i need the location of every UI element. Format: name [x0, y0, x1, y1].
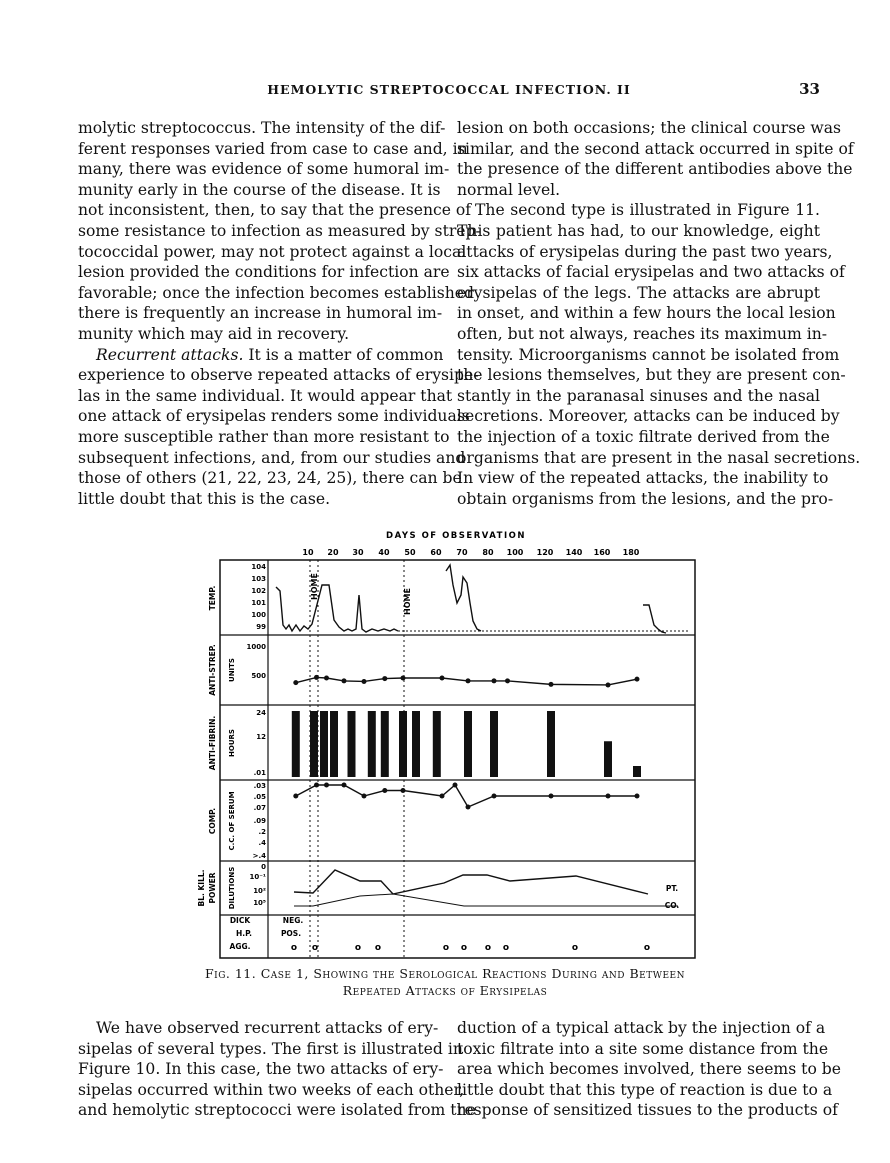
agg-mark: o: [442, 943, 450, 953]
text-line: molytic streptococcus. The intensity of the dif-: [78, 119, 446, 137]
agg-mark: o: [643, 943, 651, 953]
caption-line-1: Fig. 11. Case 1, Showing the Serological Reactions During and Between: [204, 966, 686, 981]
text-line: favorable; once the infection becomes established: [78, 283, 474, 302]
text-line: stantly in the paranasal sinuses and the nasal: [457, 386, 820, 405]
anti-strep-units-label: UNITS: [228, 658, 236, 682]
y-tick-labels: [247, 563, 267, 907]
text-line: six attacks of facial erysipelas and two attacks of: [457, 263, 845, 282]
complement-series-line: [296, 785, 637, 807]
x-tick-label: 20: [327, 548, 339, 557]
text-line: tensity. Microorganisms cannot be isolated from: [457, 345, 840, 364]
y-tick-label: 99: [256, 623, 266, 631]
text-line: munity which may aid in recovery.: [78, 324, 350, 343]
y-tick-label: .07: [253, 804, 266, 812]
agg-mark: o: [290, 943, 298, 953]
anti-fibrin-bar: [368, 711, 376, 777]
anti-fibrin-bar: [433, 711, 441, 777]
y-tick-label: 103: [251, 575, 266, 583]
anti-fibrin-bar: [348, 711, 356, 777]
text-line: similar, and the second attack occurred in spite of: [457, 139, 854, 158]
bl-kill-units-label: DILUTIONS: [228, 866, 236, 910]
anti-strep-point: [342, 678, 347, 683]
figure-caption: [150, 965, 740, 999]
agg-mark: o: [354, 943, 362, 953]
text-line: those of others (21, 22, 23, 24, 25), there can be: [78, 469, 462, 488]
text-line: sipelas occurred within two weeks of each other,: [78, 1080, 465, 1099]
text-line: sipelas of several types. The first is illustrated in: [78, 1039, 463, 1058]
bl-kill-label-1: BL. KILL.: [197, 869, 206, 907]
agg-mark: o: [460, 943, 468, 953]
y-tick-label: .4: [258, 839, 266, 847]
y-tick-label: 10⁻¹: [249, 873, 266, 881]
anti-strep-point: [606, 682, 611, 687]
text-line: attacks of erysipelas during the past two years,: [457, 242, 833, 261]
home-label-2: HOME: [403, 588, 412, 615]
bl-kill-label-2: POWER: [208, 872, 217, 904]
anti-strep-point: [549, 682, 554, 687]
anti-strep-point: [293, 680, 298, 685]
x-tick-label: 70: [456, 548, 468, 557]
days-of-observation-label: DAYS OF OBSERVATION: [386, 531, 526, 541]
y-tick-label: 24: [256, 709, 266, 717]
text-line: the presence of the different antibodies above the: [457, 160, 853, 179]
anti-fibrin-bar: [320, 711, 328, 777]
text-line: more susceptible rather than more resistant to: [78, 427, 450, 446]
anti-strep-point: [314, 675, 319, 680]
text-line: often, but not always, reaches its maximum in-: [457, 324, 828, 343]
text-line: not inconsistent, then, to say that the presence of: [78, 201, 472, 220]
home-label-1: HOME: [310, 573, 319, 600]
y-tick-label: 102: [251, 587, 266, 595]
anti-strep-point: [401, 676, 406, 681]
temp-curve-2: [446, 565, 481, 631]
text-line: duction of a typical attack by the injection of a: [457, 1019, 826, 1037]
neg-label: NEG.: [282, 916, 304, 925]
anti-fibrin-bar: [604, 741, 612, 777]
agg-mark: o: [571, 943, 579, 953]
y-tick-label: 500: [251, 672, 266, 680]
agg-mark: o: [311, 943, 319, 953]
dick-label-2: H.P.: [235, 929, 253, 938]
agg-mark: o: [502, 943, 510, 953]
text-line: subsequent infections, and, from our studies and: [78, 448, 466, 467]
text-line: response of sensitized tissues to the products of: [457, 1101, 838, 1120]
y-tick-label: .03: [253, 782, 266, 790]
x-tick-label: 80: [482, 548, 494, 557]
y-tick-label: 1000: [246, 643, 266, 651]
x-tick-label: 50: [404, 548, 416, 557]
x-tick-label: 100: [506, 548, 524, 557]
text-line: some resistance to infection as measured by strep-: [78, 221, 481, 240]
y-tick-label: .09: [253, 817, 266, 825]
page-number: 33: [799, 80, 820, 98]
complement-point: [401, 788, 406, 793]
anti-strep-point: [440, 676, 445, 681]
complement-point: [324, 783, 329, 788]
text-line: toxic filtrate into a site some distance from the: [457, 1039, 829, 1058]
dick-label-1: DICK: [229, 916, 251, 925]
text-line: lesion provided the conditions for infection are: [78, 263, 450, 282]
complement-point: [466, 805, 471, 810]
text-line: tococcidal power, may not protect against a local: [78, 242, 467, 261]
agg-mark: o: [374, 943, 382, 953]
x-tick-label: 120: [536, 548, 554, 557]
text-line: there is frequently an increase in humoral im-: [78, 304, 443, 323]
pt-label: PT.: [665, 884, 679, 893]
text-line: secretions. Moreover, attacks can be induced by: [457, 407, 840, 426]
anti-fibrin-bar: [310, 711, 318, 777]
section-lead-in: Recurrent attacks.: [96, 345, 244, 364]
co-label: CO.: [664, 901, 680, 910]
anti-strep-point: [492, 678, 497, 683]
text-line: little doubt that this type of reaction is due to a: [457, 1080, 833, 1099]
x-tick-labels: [302, 548, 639, 557]
bl-kill-patient-curve: [294, 870, 648, 894]
text-line: and hemolytic streptococci were isolated from the: [78, 1101, 476, 1120]
x-tick-label: 140: [565, 548, 583, 557]
x-tick-label: 160: [593, 548, 611, 557]
text-line: Recurrent attacks. It is a matter of common: [96, 345, 444, 364]
x-tick-label: 40: [378, 548, 390, 557]
text-line: little doubt that this is the case.: [78, 489, 331, 508]
complement-point: [314, 783, 319, 788]
bl-kill-control-curve: [294, 894, 678, 906]
anti-strep-point: [324, 676, 329, 681]
left-column-bottom: [78, 1018, 476, 1121]
y-tick-label: 10²: [253, 887, 266, 895]
complement-point: [440, 794, 445, 799]
anti-fibrin-bar: [399, 711, 407, 777]
anti-fibrin-bar: [464, 711, 472, 777]
caption-line-2: Repeated Attacks of Erysipelas: [342, 983, 548, 998]
anti-fibrin-bar: [292, 711, 300, 777]
text-line: munity early in the course of the disease. It is: [78, 180, 441, 199]
text-line: experience to observe repeated attacks of erysipe-: [78, 366, 479, 385]
text-line: the lesions themselves, but they are present con-: [457, 366, 846, 385]
x-tick-label: 60: [430, 548, 442, 557]
y-tick-label: .2: [258, 828, 266, 836]
text-line: obtain organisms from the lesions, and the pro-: [457, 489, 834, 508]
anti-strep-point: [382, 676, 387, 681]
complement-point: [342, 783, 347, 788]
text-line: The second type is illustrated in Figure 11.: [475, 201, 820, 220]
x-tick-label: 30: [352, 548, 364, 557]
text-line: normal level.: [457, 180, 561, 199]
anti-strep-label: ANTI-STREP.: [208, 644, 217, 696]
dick-label-3: AGG.: [229, 942, 251, 951]
anti-fibrin-bar: [490, 711, 498, 777]
anti-fibrin-bar: [547, 711, 555, 777]
comp-label: COMP.: [208, 807, 217, 835]
agg-mark: o: [484, 943, 492, 953]
y-tick-label: 0: [261, 863, 266, 871]
agglutination-marks: [291, 943, 650, 953]
x-tick-label: 180: [622, 548, 640, 557]
text-line: lesion on both occasions; the clinical course was: [457, 119, 842, 137]
text-line: the injection of a toxic filtrate derived from the: [457, 427, 830, 446]
left-column-top: [78, 118, 481, 509]
comp-units-label: C.C. OF SERUM: [228, 791, 236, 851]
text-line: area which becomes involved, there seems to be: [457, 1060, 842, 1079]
text-line: In view of the repeated attacks, the inability to: [457, 469, 829, 488]
text-line: This patient has had, to our knowledge, eight: [457, 221, 820, 240]
anti-fibrin-bar: [412, 711, 420, 777]
text-line: Figure 10. In this case, the two attacks of ery-: [78, 1060, 444, 1079]
y-tick-label: .01: [253, 769, 266, 777]
complement-point: [453, 783, 458, 788]
running-title: HEMOLYTIC STREPTOCOCCAL INFECTION. II: [267, 82, 631, 97]
y-tick-label: >.4: [252, 852, 266, 860]
complement-point: [492, 794, 497, 799]
complement-point: [635, 794, 640, 799]
anti-fibrin-bar: [330, 711, 338, 777]
text-line: one attack of erysipelas renders some individuals: [78, 407, 470, 426]
text-line: erysipelas of the legs. The attacks are abrupt: [457, 283, 820, 302]
text-line: las in the same individual. It would appear that: [78, 386, 453, 405]
anti-fibrin-label: ANTI-FIBRIN.: [208, 715, 217, 771]
complement-point: [382, 788, 387, 793]
complement-point: [362, 794, 367, 799]
y-tick-label: .05: [253, 793, 266, 801]
y-tick-label: 104: [251, 563, 266, 571]
complement-point: [549, 794, 554, 799]
y-tick-label: 101: [251, 599, 266, 607]
text-line: We have observed recurrent attacks of ery-: [96, 1019, 439, 1037]
complement-point: [606, 794, 611, 799]
y-tick-label: 10⁵: [253, 899, 266, 907]
anti-fibrin-bar: [633, 766, 641, 777]
text-line: organisms that are present in the nasal secretions.: [457, 448, 861, 467]
anti-strep-point: [466, 678, 471, 683]
right-column-bottom: [457, 1018, 842, 1121]
pos-label: POS.: [280, 929, 302, 938]
y-tick-label: 100: [251, 611, 266, 619]
anti-strep-point: [635, 677, 640, 682]
anti-fibrin-bar: [381, 711, 389, 777]
figure-frame: [220, 560, 695, 958]
figure-11-chart: [188, 525, 708, 960]
running-head: [78, 80, 820, 100]
anti-strep-point: [362, 679, 367, 684]
text-line: ferent responses varied from case to case and, in: [78, 139, 468, 158]
complement-point: [293, 794, 298, 799]
temp-label: TEMP.: [208, 585, 217, 611]
right-column-top: [457, 118, 861, 509]
anti-fibrin-units-label: HOURS: [228, 729, 236, 757]
y-tick-label: 12: [256, 733, 266, 741]
anti-strep-point: [505, 678, 510, 683]
temp-curve-1: [276, 585, 398, 632]
x-tick-label: 10: [302, 548, 314, 557]
temp-curve-3: [643, 605, 666, 633]
text-line: in onset, and within a few hours the local lesion: [457, 304, 836, 323]
text-line: many, there was evidence of some humoral im-: [78, 160, 450, 179]
chart-marks: [292, 675, 641, 810]
